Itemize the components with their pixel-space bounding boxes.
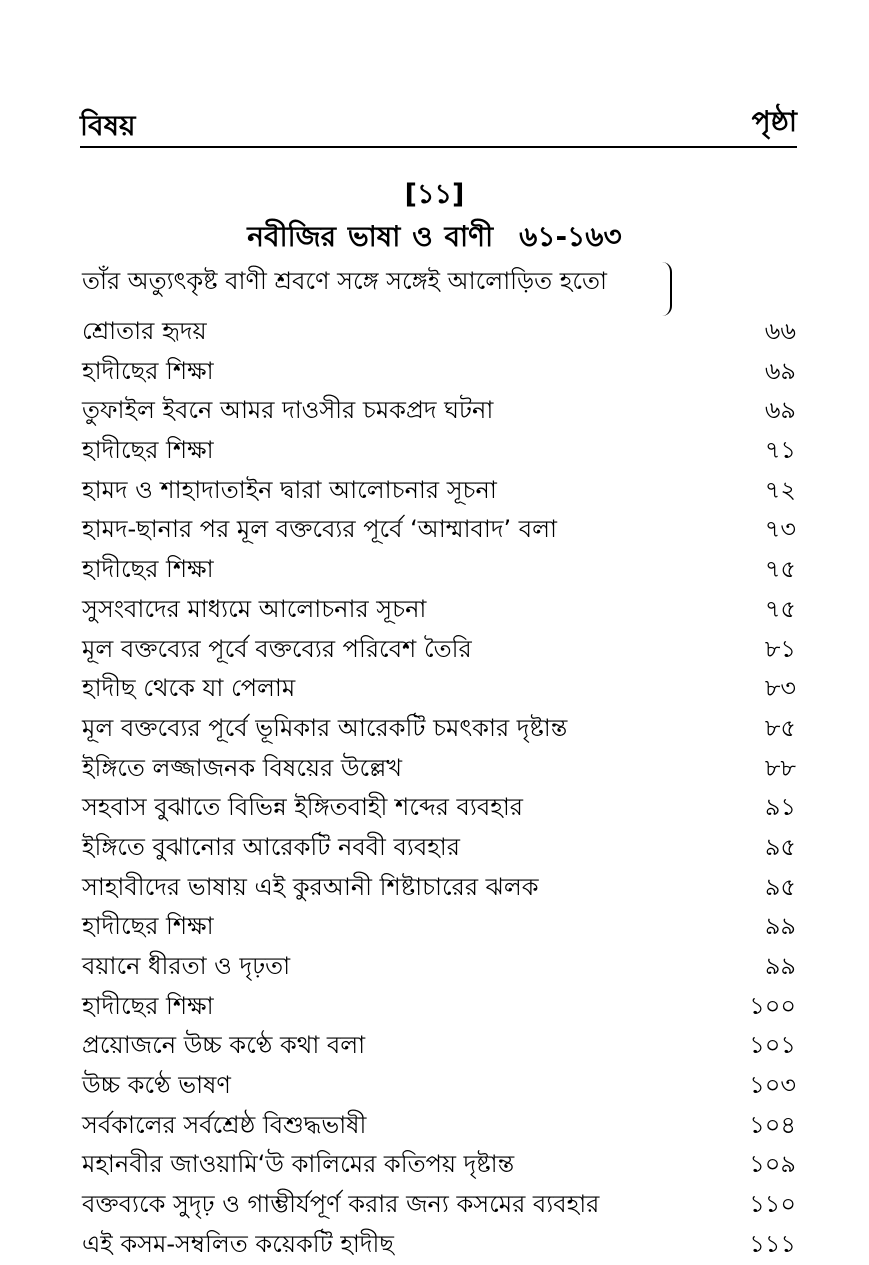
toc-entry-title: সাহাবীদের ভাষায় এই কুরআনী শিষ্টাচারের ঝলক — [82, 872, 539, 901]
header-rule — [80, 146, 797, 148]
toc-entry-page: ৭৩ — [764, 515, 796, 544]
toc-entry-title: মূল বক্তব্যের পূর্বে ভূমিকার আরেকটি চমৎকার দৃষ্টান্ত — [82, 713, 568, 742]
toc-entry-title: তাঁর অত্যুৎকৃষ্ট বাণী শ্রবণে সঙ্গে সঙ্গেই আলোড়িত হতো — [82, 267, 608, 295]
toc-entry-page: ৯১ — [764, 793, 796, 822]
toc-entry — [82, 431, 796, 471]
toc-entry-page: ৮৫ — [764, 713, 796, 742]
toc-entry-title: হাদীছের শিক্ষা — [82, 356, 214, 385]
toc-entry — [82, 947, 796, 987]
chapter-page-range: ৬১-১৬৩ — [519, 220, 622, 253]
toc-entry-page: ১০০ — [749, 991, 796, 1020]
toc-entry-page: ৮৩ — [764, 674, 796, 703]
page-column-heading: পৃষ্ঠা — [751, 105, 797, 138]
toc-entry — [82, 788, 796, 828]
toc-entry-page: ৬৯ — [764, 396, 796, 425]
toc-entry-title: সুসংবাদের মাধ্যমে আলোচনার সূচনা — [82, 594, 427, 623]
toc-entry-title: সহবাস বুঝাতে বিভিন্ন ইঙ্গিতবাহী শব্দের ব্যবহার — [82, 793, 523, 822]
toc-list — [82, 262, 796, 1265]
toc-entry-page: ৭৫ — [764, 594, 796, 623]
subject-column-heading: বিষয় — [80, 109, 136, 142]
toc-entry-title: শ্রোতার হৃদয় — [82, 317, 207, 345]
toc-entry-page: ৯৫ — [764, 872, 796, 901]
toc-entry-title: বয়ানে ধীরতা ও দৃঢ়তা — [82, 952, 291, 980]
toc-entry — [82, 262, 796, 312]
toc-entry-title: বক্তব্যকে সুদৃঢ় ও গাম্ভীর্যপূর্ণ করার জন্য কসমের ব্যবহার — [82, 1190, 600, 1219]
toc-entry — [82, 669, 796, 709]
toc-entry-title: উচ্চ কণ্ঠে ভাষণ — [82, 1071, 231, 1100]
toc-entry — [82, 312, 796, 352]
toc-entry — [82, 1145, 796, 1185]
toc-header — [80, 100, 797, 144]
toc-entry-title: এই কসম-সম্বলিত কয়েকটি হাদীছ — [82, 1229, 394, 1258]
toc-entry-title: মূল বক্তব্যের পূর্বে বক্তব্যের পরিবেশ তৈরি — [82, 634, 472, 663]
chapter-number: [১১] — [404, 179, 465, 210]
toc-entry-page: ৯৫ — [764, 832, 796, 861]
toc-entry — [82, 709, 796, 749]
toc-entry-title: হাদীছের শিক্ষা — [82, 912, 214, 941]
toc-entry — [82, 630, 796, 670]
toc-entry — [82, 1026, 796, 1066]
toc-entry-title: তুফাইল ইবনে আমর দাওসীর চমকপ্রদ ঘটনা — [82, 396, 494, 425]
toc-entry-page: ১১১ — [749, 1229, 796, 1258]
toc-entry-page: ৭১ — [764, 436, 796, 465]
toc-entry-page: ৯৯ — [764, 952, 796, 980]
toc-entry-page: ৭৫ — [764, 555, 796, 584]
toc-entry — [82, 590, 796, 630]
toc-entry-page: ৭২ — [764, 475, 796, 504]
toc-entry — [82, 550, 796, 590]
toc-entry-title: হাদীছের শিক্ষা — [82, 555, 214, 584]
toc-entry-title: হামদ ও শাহাদাতাইন দ্বারা আলোচনার সূচনা — [82, 475, 497, 504]
toc-entry-title: হাদীছ থেকে যা পেলাম — [82, 674, 296, 703]
toc-entry-title: ইঙ্গিতে বুঝানোর আরেকটি নববী ব্যবহার — [82, 832, 460, 861]
toc-entry-page: ৯৯ — [764, 912, 796, 941]
toc-entry-title: সর্বকালের সর্বশ্রেষ্ঠ বিশুদ্ধভাষী — [82, 1110, 367, 1139]
toc-entry-page: ৮৮ — [764, 753, 796, 782]
toc-entry — [82, 749, 796, 789]
toc-entry-page: ১০১ — [749, 1031, 796, 1060]
toc-entry-page: ৬৯ — [764, 356, 796, 385]
toc-entry-page: ১১০ — [749, 1190, 796, 1219]
toc-entry — [82, 1185, 796, 1225]
chapter-heading — [0, 215, 869, 262]
toc-entry-page: ১০৪ — [749, 1110, 796, 1139]
chapter-title: নবীজির ভাষা ও বাণী — [247, 220, 494, 253]
toc-entry-title: হামদ-ছানার পর মূল বক্তব্যের পূর্বে ‘আম্মাবাদ’ বলা — [82, 515, 557, 544]
toc-entry — [82, 391, 796, 431]
toc-entry — [82, 828, 796, 868]
toc-entry — [82, 510, 796, 550]
toc-entry-page: ৬৬ — [764, 317, 796, 345]
toc-entry — [82, 1106, 796, 1146]
toc-entry — [82, 1066, 796, 1106]
toc-entry-title: হাদীছের শিক্ষা — [82, 991, 214, 1020]
toc-entry — [82, 352, 796, 392]
toc-entry-title: মহানবীর জাওয়ামি‘উ কালিমের কতিপয় দৃষ্টান্ত — [82, 1150, 515, 1179]
toc-entry — [82, 907, 796, 947]
toc-entry-page: ১০৩ — [749, 1071, 796, 1100]
toc-entry-title: হাদীছের শিক্ষা — [82, 436, 214, 465]
toc-entry-page: ১০৯ — [749, 1150, 796, 1179]
toc-entry — [82, 987, 796, 1027]
toc-entry-title: ইঙ্গিতে লজ্জাজনক বিষয়ের উল্লেখ — [82, 753, 403, 782]
toc-entry — [82, 868, 796, 908]
toc-entry-page: ৮১ — [764, 634, 796, 663]
toc-entry-title: প্রয়োজনে উচ্চ কণ্ঠে কথা বলা — [82, 1031, 366, 1060]
toc-entry — [82, 471, 796, 511]
toc-entry — [82, 1225, 796, 1265]
